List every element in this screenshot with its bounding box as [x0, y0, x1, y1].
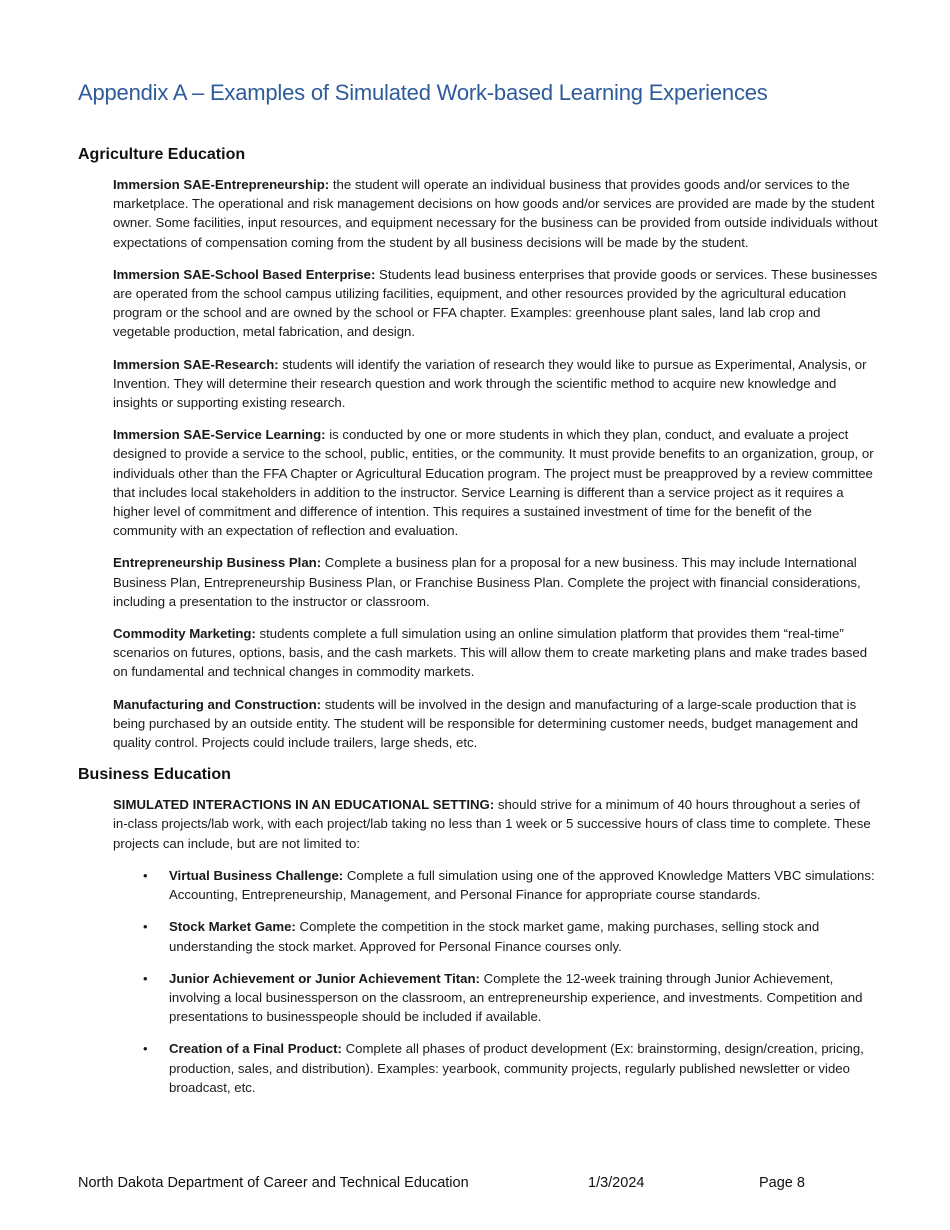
paragraph-text: students will identify the variation of research they would like to pursue as Experimental, Analysis, or Invention. They will determine their research question and work through the scientific method to acquire new knowledge and insights or supporting existing research.	[113, 356, 867, 411]
page-footer	[0, 1175, 950, 1197]
bullet-icon: •	[143, 1041, 148, 1057]
bullet-list	[78, 866, 878, 1097]
list-item-text: Complete all phases of product development (Ex: brainstorming, design/creation, pricing, production, sales, and distribution). Examples: yearbook, community projects, regularly published newsletter or video broadcast, etc.	[169, 1041, 864, 1095]
paragraph-commodity-marketing	[113, 624, 878, 682]
bullet-icon: •	[143, 970, 148, 986]
paragraph-lead: Manufacturing and Construction:	[113, 696, 322, 712]
paragraph-business-plan	[113, 553, 878, 611]
bullet-icon: •	[143, 867, 148, 883]
section-heading-agriculture: Agriculture Education	[78, 146, 246, 163]
list-item-lead: Junior Achievement or Junior Achievement Titan:	[169, 970, 480, 986]
list-item-lead: Creation of a Final Product:	[169, 1041, 342, 1057]
paragraph-lead: SIMULATED INTERACTIONS IN AN EDUCATIONAL SETTING:	[113, 797, 495, 813]
paragraph-service-learning	[113, 425, 878, 540]
paragraph-research	[113, 355, 878, 413]
content-body	[78, 146, 878, 1110]
list-item	[143, 866, 878, 904]
footer-page-number: Page 8	[759, 1175, 805, 1191]
paragraph-text: students will be involved in the design and manufacturing of a large-scale production that is being purchased by an outside entity. The student will be responsible for determining customer needs, budget management and quality control. Projects could include trailers, large sheds, etc.	[113, 696, 859, 751]
paragraph-manufacturing	[113, 695, 878, 753]
paragraph-lead: Entrepreneurship Business Plan:	[113, 555, 322, 571]
paragraph-school-based-enterprise	[113, 265, 878, 342]
paragraph-text: students complete a full simulation using an online simulation platform that provides them “real-time” scenarios on futures, options, basis, and the cash markets. This will allow them to create marketing plans and make trades based on fundamental and technical changes in commodity markets.	[113, 626, 868, 680]
list-item	[143, 1039, 878, 1097]
section-heading-business: Business Education	[78, 766, 231, 784]
paragraph-lead: Immersion SAE-Research:	[113, 356, 279, 372]
paragraph-text: Students lead business enterprises that provide goods or services. These businesses are operated from the school campus utilizing facilities, equipment, and other resources provided by the agricultural education program or the school and are owned by the school or FFA chapter. Examples: greenhouse plant sales, land lab crop and vegetable production, metal fabrication, and design.	[113, 266, 878, 340]
list-item-text: Complete the competition in the stock market game, making purchases, selling stock and understanding the stock market. Approved for Personal Finance courses only.	[169, 919, 820, 954]
paragraph-lead: Immersion SAE-Service Learning:	[113, 427, 326, 443]
paragraph-simulated-interactions	[113, 795, 878, 853]
paragraph-lead: Immersion SAE-Entrepreneurship:	[113, 177, 330, 192]
bullet-icon: •	[143, 919, 148, 935]
list-item-lead: Virtual Business Challenge:	[169, 867, 344, 883]
paragraph-lead: Commodity Marketing:	[113, 626, 256, 642]
page-title: Appendix A – Examples of Simulated Work-based Learning Experiences	[78, 80, 768, 105]
paragraph-text: Complete a business plan for a proposal for a new business. This may include International Business Plan, Entrepreneurship Business Plan, or Franchise Business Plan. Complete the project with financial considerations, including a presentation to the instructor or classroom.	[113, 555, 861, 609]
list-item	[143, 917, 878, 955]
list-item	[143, 969, 878, 1027]
footer-organization: North Dakota Department of Career and Technical Education	[78, 1175, 469, 1191]
paragraph-lead: Immersion SAE-School Based Enterprise:	[113, 266, 376, 282]
footer-date: 1/3/2024	[588, 1175, 645, 1191]
paragraph-immersion-entrepreneurship	[113, 175, 878, 252]
list-item-lead: Stock Market Game:	[169, 919, 296, 935]
paragraph-text: is conducted by one or more students in which they plan, conduct, and evaluate a project designed to provide a service to the school, public, entities, or the community. It must provide benefits to an organization, group, or individuals other than the FFA Chapter or Agricultural Education program. The project must be preapproved by a review committee that includes local stakeholders in addition to the instructor. Service Learning is different than a service project as it requires a higher level of commitment and difference of intention. This requires a sustained investment of time for the benefit of the community with an expectation of reflection and evaluation.	[113, 427, 874, 539]
paragraph-text: the student will operate an individual business that provides goods and/or services to the marketplace. The operational and risk management decisions on how goods and/or services are provided are made by the student owner. Some facilities, input resources, and equipment necessary for the business can be provided from outside individuals without expectations of compensation coming from the student by all business decisions will be made by the student.	[113, 177, 878, 250]
list-item-text: Complete the 12-week training through Junior Achievement, involving a local businessperson on the classroom, an entrepreneurship experience, and investments. Competition and presentations to businesspeople should be included if available.	[169, 970, 863, 1025]
list-item-text: Complete a full simulation using one of the approved Knowledge Matters VBC simulations: Accounting, Entrepreneurship, Management, and Personal Finance for appropriate course standards.	[169, 867, 875, 903]
paragraph-text: should strive for a minimum of 40 hours throughout a series of in-class projects/lab work, with each project/lab taking no less than 1 week or 5 successive hours of class time to complete. These projects can include, but are not limited to:	[113, 797, 871, 851]
